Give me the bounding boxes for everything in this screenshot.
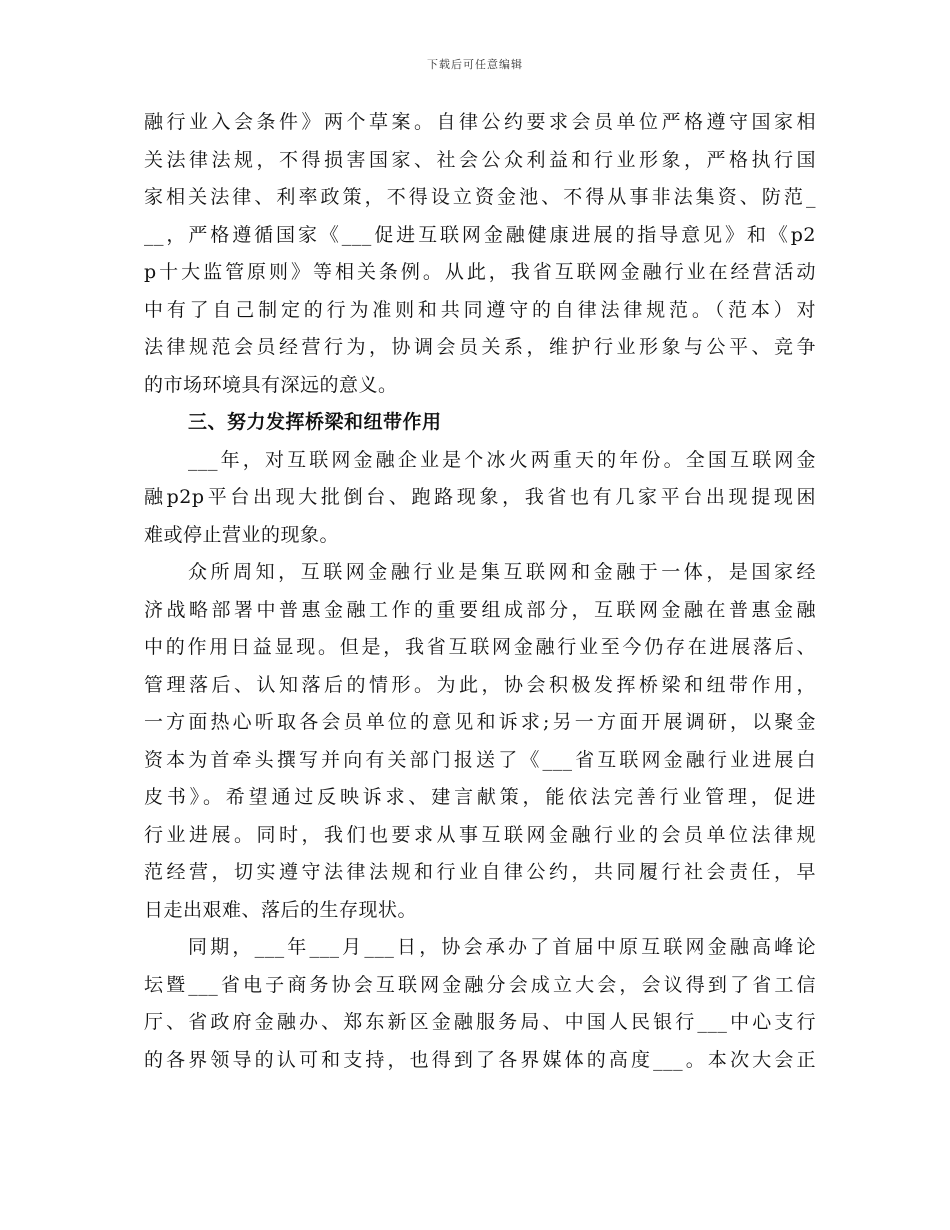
- text-line: 众所周知，互联网金融行业是集互联网和金融于一体，是国家经: [188, 561, 816, 583]
- document-body: [144, 104, 816, 1079]
- text-line: 济战略部署中普惠金融工作的重要组成部分，互联网金融在普惠金融: [144, 598, 816, 621]
- text-line: p十大监管原则》等相关条例。从此，我省互联网金融行业在经营活动: [144, 261, 816, 283]
- text-line: 一方面热心听取各会员单位的意见和诉求;另一方面开展调研，以聚金: [144, 711, 816, 733]
- page-header: 下载后可任意编辑: [427, 58, 523, 71]
- text-line: 的市场环境具有深远的意义。: [144, 373, 398, 396]
- text-line: 厅、省政府金融办、郑东新区金融服务局、中国人民银行___中心支行: [144, 1011, 816, 1033]
- section-heading: 三、努力发挥桥梁和纽带作用: [188, 411, 442, 433]
- text-line: 关法律法规，不得损害国家、社会公众利益和行业形象，严格执行国: [144, 148, 816, 171]
- text-line: 资本为首牵头撰写并向有关部门报送了《___省互联网金融行业进展白: [144, 748, 816, 771]
- text-line: 坛暨___省电子商务协会互联网金融分会成立大会，会议得到了省工信: [144, 973, 816, 996]
- text-line: 行业进展。同时，我们也要求从事互联网金融行业的会员单位法律规: [144, 823, 816, 846]
- text-line: 中有了自己制定的行为准则和共同遵守的自律法律规范。（范本）对: [144, 298, 816, 321]
- text-line: 融p2p平台出现大批倒台、跑路现象，我省也有几家平台出现提现困: [144, 486, 816, 508]
- text-line: 家相关法律、利率政策，不得设立资金池、不得从事非法集资、防范_: [144, 186, 816, 208]
- text-line: 的各界领导的认可和支持，也得到了各界媒体的高度___。本次大会正: [144, 1048, 816, 1071]
- text-line: ___年，对互联网金融企业是个冰火两重天的年份。全国互联网金: [188, 448, 816, 471]
- text-line: 范经营，切实遵守法律法规和行业自律公约，共同履行社会责任，早: [144, 861, 816, 883]
- text-line: 皮书》。希望通过反映诉求、建言献策，能依法完善行业管理，促进: [144, 786, 816, 808]
- text-line: 管理落后、认知落后的情形。为此，协会积极发挥桥梁和纽带作用，: [144, 673, 816, 696]
- text-line: 中的作用日益显现。但是，我省互联网金融行业至今仍存在进展落后、: [144, 636, 816, 658]
- text-line: 法律规范会员经营行为，协调会员关系，维护行业形象与公平、竞争: [144, 336, 816, 358]
- text-line: 难或停止营业的现象。: [144, 523, 340, 546]
- text-line: 同期，___年___月___日，协会承办了首届中原互联网金融高峰论: [188, 936, 816, 958]
- text-line: 日走出艰难、落后的生存现状。: [144, 898, 418, 921]
- text-line: 融行业入会条件》两个草案。自律公约要求会员单位严格遵守国家相: [144, 111, 816, 133]
- text-line: __，严格遵循国家《___促进互联网金融健康进展的指导意见》和《p2: [144, 223, 816, 246]
